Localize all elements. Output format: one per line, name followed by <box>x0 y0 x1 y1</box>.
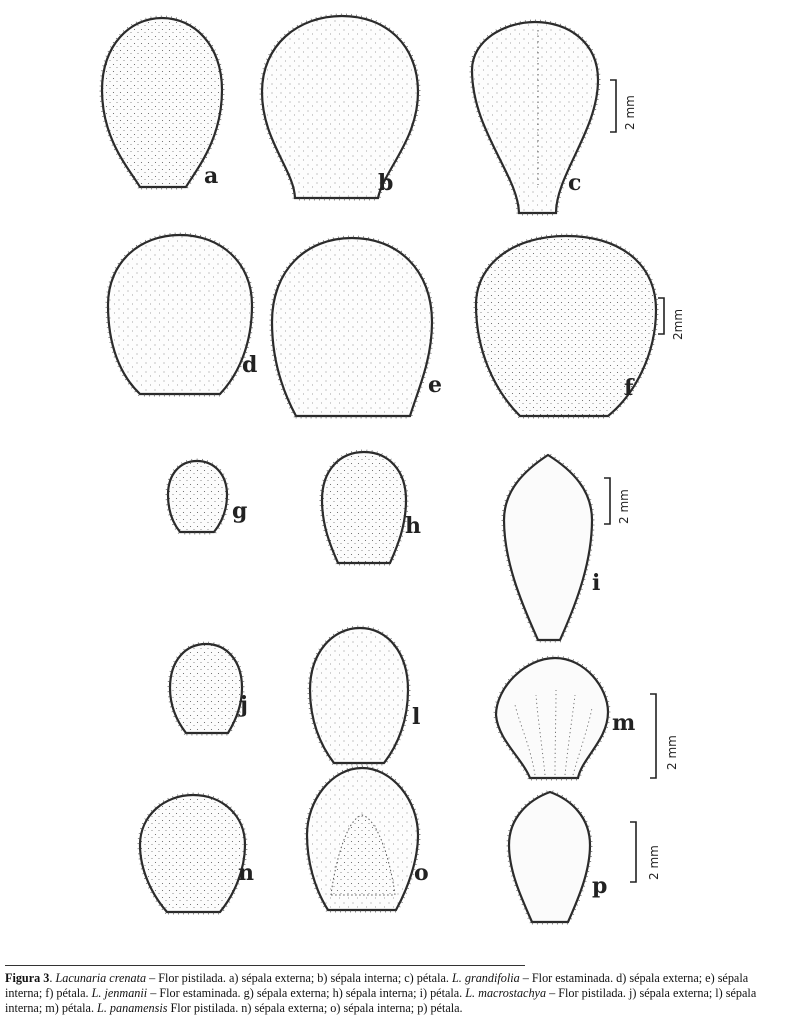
caption-figure-number: Figura 3 <box>5 971 50 985</box>
sepal-inner-b <box>260 14 421 201</box>
label-g: g <box>232 498 248 524</box>
sepal-outer-j <box>168 642 248 736</box>
caption-species-3: L. jenmanii <box>91 986 148 1000</box>
caption-species-5: L. panamensis <box>97 1001 168 1015</box>
sepal-inner-l <box>308 626 421 766</box>
sepal-outer-d <box>106 233 258 397</box>
label-i: i <box>592 570 601 596</box>
scale-bar-f <box>658 298 685 340</box>
label-o: o <box>414 860 429 886</box>
sepal-outer-a <box>100 16 225 190</box>
sepal-inner-h <box>320 450 421 566</box>
figure-caption: Figura 3. Lacunaria crenata – Flor pistilada. a) sépala externa; b) sépala interna; c) pétala. L. grandifolia – Flor estaminada. d) sépala externa; e) sépala interna; f) pétala. L. jenmanii – Flor estaminada. g) sépala externa; h) sépala interna; i) pétala. L. macrostachya – Flor pistilada. j) sépala externa; l) sépala interna; m) pétala. L. panamensis Flor pistilada. n) sépala externa; o) sépala interna; p) pétala. <box>5 971 757 1015</box>
petal-f <box>474 234 659 419</box>
label-p: p <box>592 873 608 899</box>
scale-label-i: 2 mm <box>617 489 631 524</box>
caption-text-5: Flor pistilada. n) sépala externa; o) sépala interna; p) pétala. <box>167 1001 463 1015</box>
label-n: n <box>238 860 254 886</box>
label-m: m <box>612 710 636 736</box>
caption-species-2: L. grandifolia <box>451 971 520 985</box>
petal-p <box>507 791 608 925</box>
sepal-outer-g <box>166 459 248 535</box>
caption-text-4: – Flor pistilada. j) sépala externa; l) sépala interna; m) pétala. <box>5 986 757 1015</box>
petal-i <box>502 454 601 642</box>
label-c: c <box>568 170 582 196</box>
label-f: f <box>624 375 634 401</box>
scale-bar-i <box>604 478 631 524</box>
scale-bar-p <box>630 822 661 882</box>
label-d: d <box>242 352 258 378</box>
label-l: l <box>412 704 421 730</box>
label-j: j <box>240 692 248 718</box>
caption-text-2: – Flor estaminada. d) sépala externa; e) sépala interna; f) pétala. <box>5 971 749 1000</box>
scale-label-c: 2 mm <box>623 95 637 130</box>
sepal-inner-o <box>305 766 429 913</box>
caption-rule <box>5 965 525 966</box>
sepal-outer-n <box>138 793 254 915</box>
scale-bar-m <box>650 694 679 778</box>
scale-label-m: 2 mm <box>665 735 679 770</box>
label-b: b <box>378 170 394 196</box>
caption-text-1: – Flor pistilada. a) sépala externa; b) sépala interna; c) pétala. <box>146 971 452 985</box>
scale-bar-c <box>610 80 637 132</box>
label-e: e <box>428 372 442 398</box>
caption-species-1: Lacunaria crenata <box>55 971 147 985</box>
petal-m <box>494 656 636 781</box>
petal-c <box>470 20 601 216</box>
sepal-inner-e <box>270 236 442 419</box>
caption-text-3: – Flor estaminada. g) sépala externa; h) sépala interna; i) pétala. <box>147 986 466 1000</box>
label-a: a <box>204 163 219 189</box>
caption-species-4: L. macrostachya <box>465 986 547 1000</box>
label-h: h <box>405 513 421 539</box>
scale-label-f: 2mm <box>671 308 685 340</box>
scale-label-p: 2 mm <box>647 845 661 880</box>
